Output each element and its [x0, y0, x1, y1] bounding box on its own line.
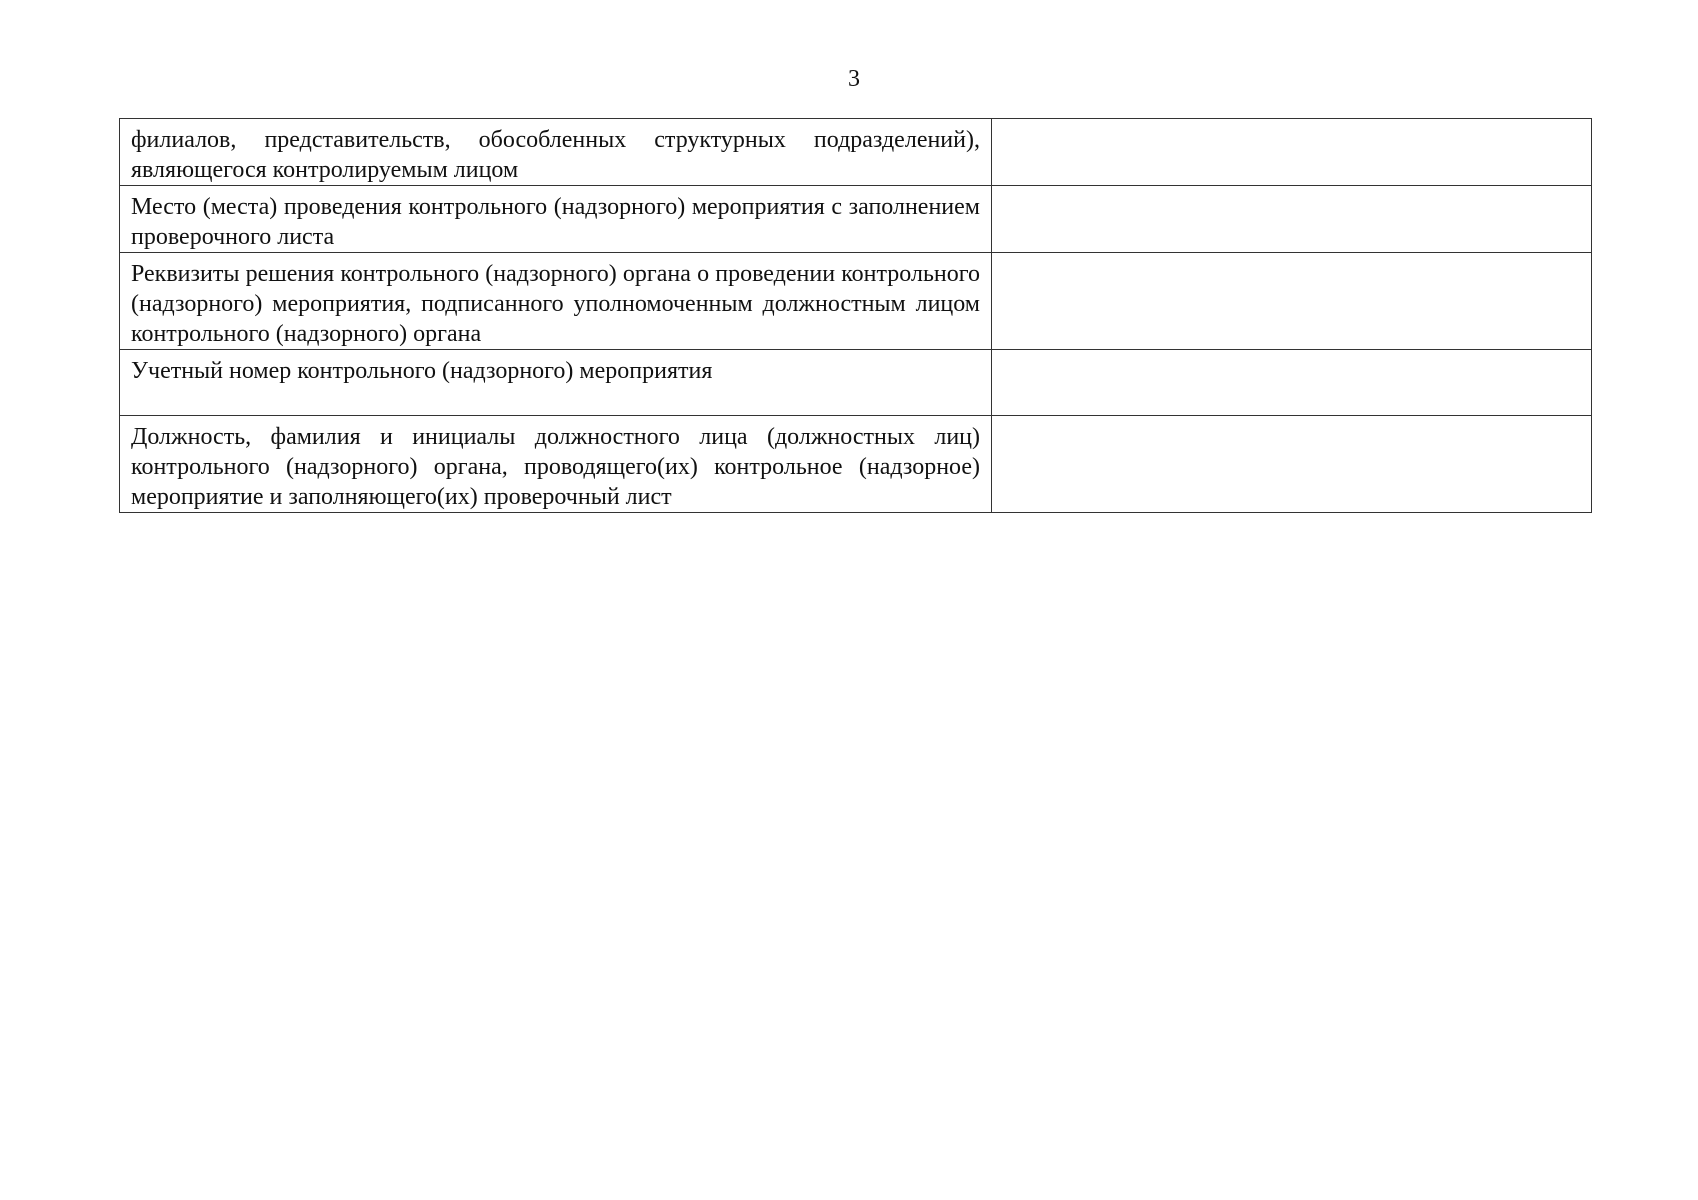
- row-value-field[interactable]: [992, 186, 1592, 253]
- table-row: [120, 350, 1592, 416]
- row-value-field[interactable]: [992, 253, 1592, 350]
- row-value-field[interactable]: [992, 416, 1592, 513]
- row-label: Реквизиты решения контрольного (надзорного) органа о проведении контрольного (надзорного) мероприятия, подписанного уполномоченным должностным лицом контрольного (надзорного) органа: [120, 253, 992, 350]
- table-row: [120, 253, 1592, 350]
- inspection-info-table: [119, 118, 1592, 513]
- table-row: [120, 416, 1592, 513]
- row-label: филиалов, представительств, обособленных структурных подразделений), являющегося контролируемым лицом: [120, 119, 992, 186]
- row-label: Учетный номер контрольного (надзорного) мероприятия: [120, 350, 992, 416]
- row-label: Должность, фамилия и инициалы должностного лица (должностных лиц) контрольного (надзорного) органа, проводящего(их) контрольное (надзорное) мероприятие и заполняющего(их) проверочный лист: [120, 416, 992, 513]
- page-number: 3: [848, 66, 860, 92]
- row-value-field[interactable]: [992, 119, 1592, 186]
- row-value-field[interactable]: [992, 350, 1592, 416]
- table-row: [120, 119, 1592, 186]
- row-label: Место (места) проведения контрольного (надзорного) мероприятия с заполнением проверочного листа: [120, 186, 992, 253]
- table-row: [120, 186, 1592, 253]
